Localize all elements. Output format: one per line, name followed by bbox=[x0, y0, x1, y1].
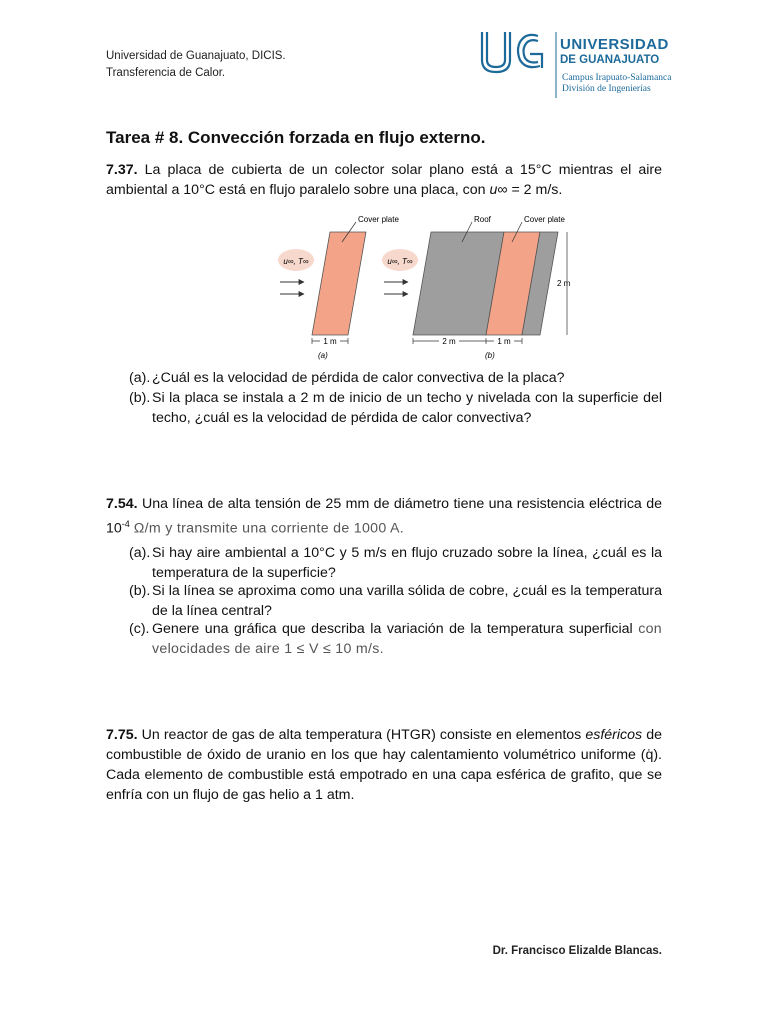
item-label: (a). bbox=[129, 545, 151, 561]
problem-text-end: = 2 m/s. bbox=[511, 182, 563, 198]
question-a bbox=[129, 368, 662, 388]
page-title: Tarea # 8. Convección forzada en flujo externo. bbox=[106, 128, 486, 147]
cover-plate-label-b: Cover plate bbox=[524, 215, 565, 224]
dim-1m-a: 1 m bbox=[323, 337, 337, 346]
problem-7-54 bbox=[106, 494, 662, 539]
question-c bbox=[129, 619, 662, 659]
logo-line1: UNIVERSIDAD bbox=[560, 36, 669, 53]
cover-plate-a bbox=[312, 232, 366, 335]
item-label: (b). bbox=[129, 583, 151, 599]
cover-plate-label-a: Cover plate bbox=[358, 215, 399, 224]
item-label: (c). bbox=[129, 621, 150, 637]
roof-label: Roof bbox=[474, 215, 491, 224]
velocity-symbol: u∞ bbox=[489, 182, 508, 198]
item-text bbox=[129, 619, 662, 659]
item-label: (b). bbox=[129, 390, 151, 406]
institution-name: Universidad de Guanajuato, DICIS. bbox=[106, 50, 286, 62]
dim-2m-length: 2 m bbox=[442, 337, 456, 346]
item-text: ¿Cuál es la velocidad de pérdida de calor convectiva de la placa? bbox=[152, 370, 565, 386]
division-name: División de Ingenierías bbox=[562, 84, 651, 94]
dim-2m-height: 2 m bbox=[557, 279, 571, 288]
header-left bbox=[106, 48, 286, 82]
campus-name: Campus Irapuato-Salamanca bbox=[562, 73, 672, 83]
flow-label-b: u∞, T∞ bbox=[387, 257, 413, 266]
logo-line2: DE GUANAJUATO bbox=[560, 54, 660, 66]
problem-number: 7.37. bbox=[106, 162, 138, 178]
item-text: Si la línea se aproxima como una varilla sólida de cobre, ¿cuál es la temperatura de la línea central? bbox=[152, 583, 662, 619]
logo-subtitle bbox=[562, 73, 671, 95]
item-label: (a). bbox=[129, 370, 151, 386]
problem-text-1: Un reactor de gas de alta temperatura (HTGR) consiste en elementos bbox=[141, 727, 582, 743]
question-a bbox=[129, 543, 662, 583]
dim-1m-b: 1 m bbox=[497, 337, 511, 346]
question-b bbox=[129, 581, 662, 621]
emphasis: esféricos bbox=[585, 727, 643, 743]
problem-7-75 bbox=[106, 725, 662, 805]
item-text: Si la placa se instala a 2 m de inicio de un techo y nivelada con la superficie del techo, ¿cuál es la velocidad de pérdida de calor convectiva? bbox=[152, 390, 662, 426]
item-text-main: Genere una gráfica que describa la variación de la temperatura superficial bbox=[152, 621, 633, 637]
exponent: -4 bbox=[121, 519, 130, 529]
course-name: Transferencia de Calor. bbox=[106, 67, 226, 79]
item-text-end: con velocidades de aire 1 ≤ V ≤ 10 m/s. bbox=[152, 621, 662, 657]
item-text: Si hay aire ambiental a 10°C y 5 m/s en flujo cruzado sobre la línea, ¿cuál es la temperatura de la superficie? bbox=[152, 545, 662, 581]
problem-text-2: de combustible de óxido de uranio en los que hay calentamiento volumétrico uniforme (q̇). Cada elemento de combustible está empotrado en una capa esférica de grafito, que se enfría con un flujo de gas helio a 1 atm. bbox=[106, 727, 662, 803]
footer-author: Dr. Francisco Elizalde Blancas. bbox=[492, 945, 662, 957]
problem-text: Una línea de alta tensión de 25 mm de diámetro tiene una resistencia eléctrica de 10 bbox=[106, 496, 662, 537]
problem-text-end: Ω/m y transmite una corriente de 1000 A. bbox=[133, 520, 404, 537]
flow-label-a: u∞, T∞ bbox=[283, 257, 309, 266]
caption-b: (b) bbox=[485, 351, 495, 360]
problem-7-37 bbox=[106, 160, 662, 200]
problem-number: 7.75. bbox=[106, 727, 138, 743]
figure-solar-collector bbox=[276, 210, 576, 362]
problem-number: 7.54. bbox=[106, 496, 138, 512]
problem-text: La placa de cubierta de un colector solar plano está a 15°C mientras el aire ambiental a 10°C está en flujo paralelo sobre una placa, con bbox=[106, 162, 662, 198]
caption-a: (a) bbox=[318, 351, 328, 360]
question-b bbox=[129, 388, 662, 428]
